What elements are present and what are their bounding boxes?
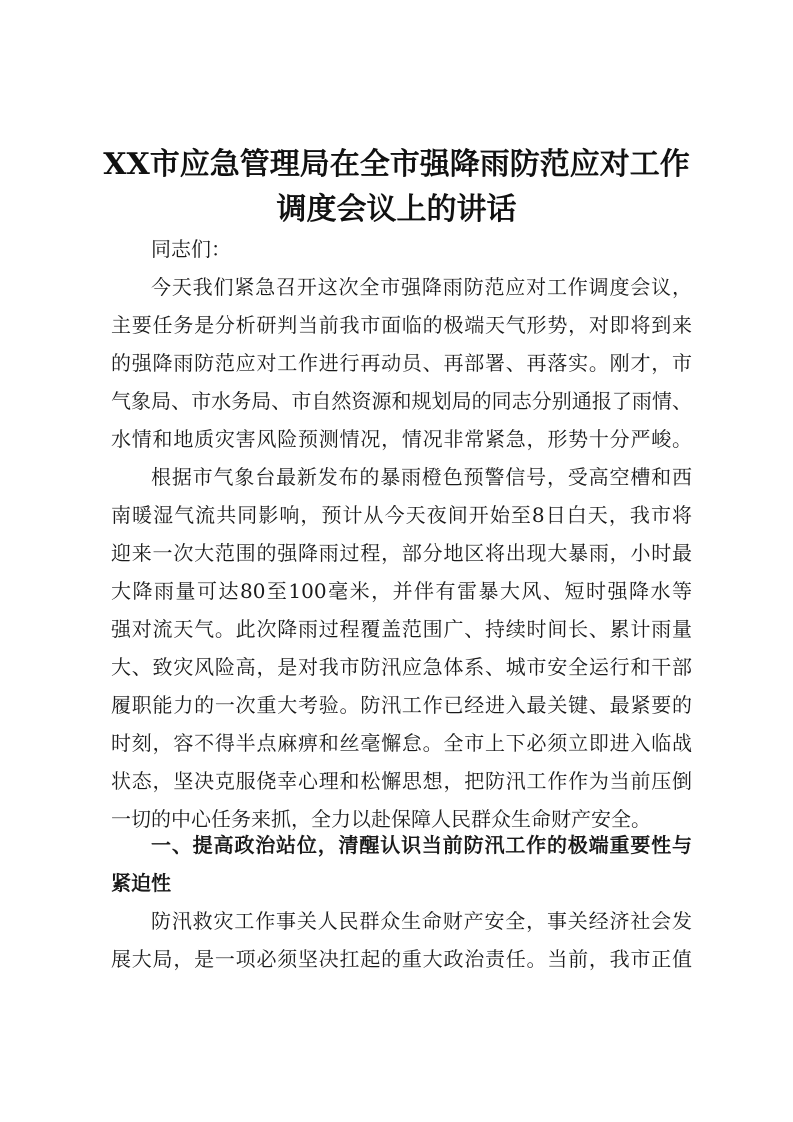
paragraph-2-line: 大、致灾风险高，是对我市防汛应急体系、城市安全运行和干部 (111, 655, 692, 679)
paragraph-2-line: 履职能力的一次重大考验。防汛工作已经进入最关键、最紧要的 (111, 693, 692, 717)
paragraph-1-line: 水情和地质灾害风险预测情况，情况非常紧急，形势十分严峻。 (111, 427, 692, 451)
paragraph-1-line: 主要任务是分析研判当前我市面临的极端天气形势，对即将到来 (111, 313, 692, 337)
paragraph-1-line: 气象局、市水务局、市自然资源和规划局的同志分别通报了雨情、 (111, 389, 692, 413)
paragraph-2-line: 强对流天气。此次降雨过程覆盖范围广、持续时间长、累计雨量 (111, 617, 692, 641)
paragraph-3-line: 防汛救灾工作事关人民群众生命财产安全，事关经济社会发 (151, 909, 692, 933)
document-title-line-1: XX市应急管理局在全市强降雨防范应对工作 (103, 147, 690, 182)
paragraph-2-line: 大降雨量可达80至100毫米，并伴有雷暴大风、短时强降水等 (111, 579, 692, 603)
document-title-line-2: 调度会议上的讲话 (276, 192, 517, 227)
paragraph-2-line: 时刻，容不得半点麻痹和丝毫懈怠。全市上下必须立即进入临战 (111, 731, 692, 755)
paragraph-2-line: 迎来一次大范围的强降雨过程，部分地区将出现大暴雨，小时最 (111, 541, 692, 565)
paragraph-2-line: 南暖湿气流共同影响，预计从今天夜间开始至8日白天，我市将 (111, 503, 692, 527)
greeting: 同志们： (151, 237, 231, 261)
paragraph-2-line: 根据市气象台最新发布的暴雨橙色预警信号，受高空槽和西 (151, 465, 692, 489)
paragraph-3-line: 展大局，是一项必须坚决扛起的重大政治责任。当前，我市正值 (111, 947, 692, 971)
paragraph-2-line: 状态，坚决克服侥幸心理和松懈思想，把防汛工作作为当前压倒 (111, 769, 692, 793)
paragraph-2-line: 一切的中心任务来抓，全力以赴保障人民群众生命财产安全。 (111, 807, 651, 831)
section-heading-1-cont: 紧迫性 (111, 871, 171, 895)
paragraph-1-line: 的强降雨防范应对工作进行再动员、再部署、再落实。刚才，市 (111, 351, 692, 375)
paragraph-1-line: 今天我们紧急召开这次全市强降雨防范应对工作调度会议， (151, 275, 692, 299)
section-heading-1: 一、提高政治站位，清醒认识当前防汛工作的极端重要性与 (151, 833, 692, 857)
